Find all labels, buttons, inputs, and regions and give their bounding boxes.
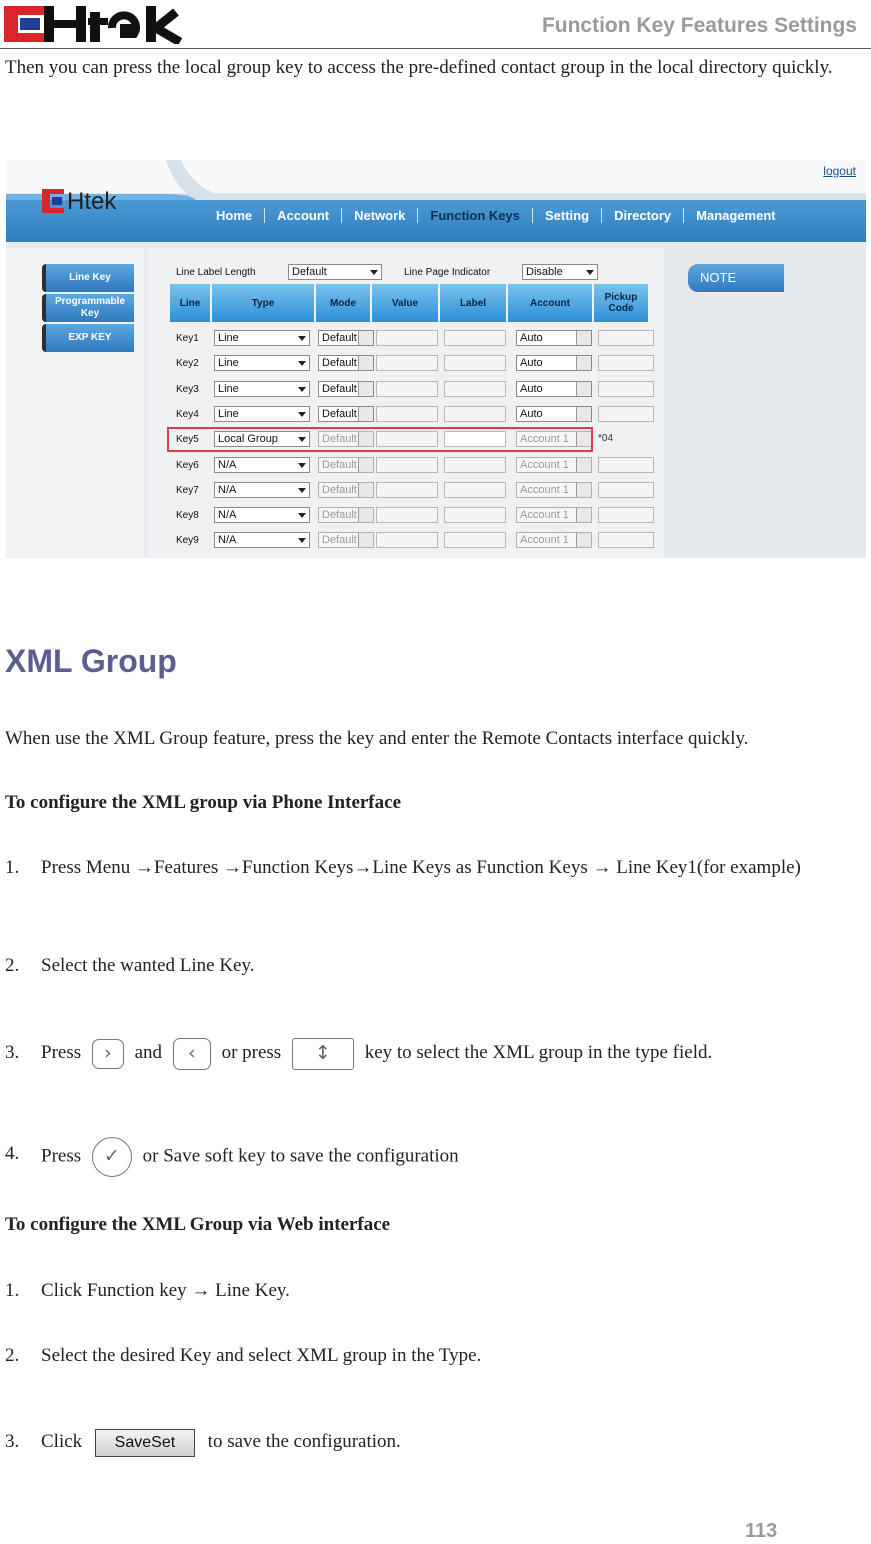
label-input[interactable] <box>444 355 506 371</box>
col-value: Value <box>372 284 438 322</box>
mode-select[interactable] <box>318 355 374 371</box>
mode-value: Default <box>322 382 357 395</box>
step-text: Select the wanted Line Key. <box>41 955 255 976</box>
line-label-length-value: Default <box>292 266 327 278</box>
line-label-length-label: Line Label Length <box>176 267 256 278</box>
step-number: 3. <box>5 1431 20 1452</box>
web-htek-logo <box>42 188 146 214</box>
mode-value: Default <box>322 509 357 522</box>
pickup-code-input[interactable] <box>598 406 654 422</box>
chevron-down-icon <box>358 458 373 472</box>
line-page-indicator-label: Line Page Indicator <box>404 267 491 278</box>
col-account: Account <box>508 284 592 322</box>
col-pickup-code: Pickup Code <box>594 284 648 322</box>
mode-select[interactable] <box>318 482 374 498</box>
account-select[interactable] <box>516 381 592 397</box>
step-number: 2. <box>5 1345 20 1366</box>
sidebar-exp-key[interactable]: EXP KEY <box>42 324 134 352</box>
chevron-down-icon <box>298 387 306 392</box>
chevron-down-icon <box>576 458 591 472</box>
chevron-down-icon <box>358 407 373 421</box>
pickup-code-input[interactable] <box>598 381 654 397</box>
col-line: Line <box>170 284 210 322</box>
type-value: N/A <box>218 458 237 471</box>
web-main-panel <box>148 248 664 558</box>
nav-function-keys[interactable]: Function Keys <box>418 208 533 223</box>
label-input[interactable] <box>444 406 506 422</box>
label-input[interactable] <box>444 507 506 523</box>
type-value: N/A <box>218 534 237 547</box>
account-select[interactable] <box>516 406 592 422</box>
right-arrow-key-icon: › <box>92 1039 124 1069</box>
key-label: Key4 <box>176 408 199 420</box>
step-rest: key to select the XML group in the type field. <box>364 1042 713 1063</box>
pickup-code-input[interactable] <box>598 507 654 523</box>
mode-select[interactable] <box>318 507 374 523</box>
line-page-indicator-select[interactable] <box>522 264 598 280</box>
nav-directory[interactable]: Directory <box>602 208 684 223</box>
type-value: N/A <box>218 483 237 496</box>
key-label: Key3 <box>176 383 199 395</box>
step-text: Select the desired Key and select XML group in the Type. <box>41 1345 482 1366</box>
mode-value: Default <box>322 458 357 471</box>
type-select[interactable] <box>214 355 310 371</box>
type-value: Line <box>218 407 239 420</box>
chevron-down-icon <box>298 463 306 468</box>
mode-value: Default <box>322 483 357 496</box>
line-page-indicator-value: Disable <box>526 266 563 278</box>
account-value: Account 1 <box>520 509 569 522</box>
pickup-code-input[interactable] <box>598 482 654 498</box>
chevron-down-icon <box>358 508 373 522</box>
htek-logo-graphic <box>4 4 194 44</box>
step-number: 2. <box>5 955 20 976</box>
nav-setting[interactable]: Setting <box>533 208 602 223</box>
value-input[interactable] <box>376 381 438 397</box>
click-word: Click <box>41 1431 83 1452</box>
intro-paragraph <box>5 51 865 84</box>
type-value: Line <box>218 332 239 344</box>
step-number: 4. <box>5 1143 20 1164</box>
pickup-code-value: *04 <box>598 433 614 445</box>
account-value: Auto <box>520 382 543 395</box>
label-input[interactable] <box>444 381 506 397</box>
page-number: 113 <box>745 1520 778 1542</box>
mode-select[interactable] <box>318 457 374 473</box>
account-select[interactable] <box>516 507 592 523</box>
type-select[interactable] <box>214 406 310 422</box>
label-input[interactable] <box>444 532 506 548</box>
type-value: Line <box>218 382 239 395</box>
header-divider <box>0 48 871 49</box>
press-word: Press <box>41 1042 82 1063</box>
step-rest: to save the configuration. <box>207 1431 401 1452</box>
account-select[interactable] <box>516 482 592 498</box>
and-word: and <box>134 1042 163 1063</box>
web-note-panel <box>670 248 866 558</box>
account-value: Account 1 <box>520 458 569 471</box>
account-value: Account 1 <box>520 433 569 446</box>
col-mode: Mode <box>316 284 370 322</box>
chevron-down-icon <box>576 407 591 421</box>
htek-logo <box>4 4 194 44</box>
chevron-down-icon <box>358 533 373 547</box>
key-label: Key8 <box>176 510 199 522</box>
type-select[interactable] <box>214 507 310 523</box>
value-input[interactable] <box>376 330 438 346</box>
type-select[interactable] <box>214 330 310 346</box>
col-label: Label <box>440 284 506 322</box>
chevron-down-icon <box>576 533 591 547</box>
section-intro: When use the XML Group feature, press the key and enter the Remote Contacts interface quickly. <box>5 728 749 749</box>
nav-management[interactable]: Management <box>696 208 776 223</box>
mode-value: Default <box>322 332 357 344</box>
chevron-down-icon <box>298 412 306 417</box>
mode-select[interactable] <box>318 532 374 548</box>
chevron-down-icon <box>586 270 594 275</box>
type-select[interactable] <box>214 457 310 473</box>
step-number: 1. <box>5 1280 20 1301</box>
step-text: Click Function key → Line Key. <box>41 1280 290 1301</box>
label-input[interactable] <box>444 330 506 346</box>
chevron-down-icon <box>358 483 373 497</box>
web-sidebar <box>6 248 144 558</box>
step-text <box>41 1425 865 1458</box>
key-label: Key7 <box>176 484 199 496</box>
phone-heading: To configure the XML group via Phone Interface <box>5 792 402 813</box>
account-value: Auto <box>520 407 543 420</box>
mode-select[interactable] <box>318 330 374 346</box>
account-select[interactable] <box>516 457 592 473</box>
nav-home[interactable]: Home <box>204 208 265 223</box>
chevron-down-icon <box>576 331 591 345</box>
chevron-down-icon <box>576 356 591 370</box>
chevron-down-icon <box>298 361 306 366</box>
navigation-key-icon: ↕ <box>292 1038 354 1070</box>
nav-network[interactable]: Network <box>342 208 418 223</box>
step-text: Press Menu →Features →Function Keys→Line Keys as Function Keys → Line Key1(for example) <box>41 857 801 878</box>
key-label: Key1 <box>176 333 199 344</box>
key-label: Key6 <box>176 459 199 471</box>
value-input[interactable] <box>376 406 438 422</box>
value-input[interactable] <box>376 532 438 548</box>
pickup-code-input[interactable] <box>598 355 654 371</box>
label-input[interactable] <box>444 457 506 473</box>
type-select[interactable] <box>214 381 310 397</box>
sidebar-programmable-key[interactable]: Programmable Key <box>42 294 134 322</box>
chevron-down-icon <box>370 270 378 275</box>
header-title: Function Key Features Settings <box>541 14 857 37</box>
pickup-code-input[interactable] <box>598 457 654 473</box>
press-word: Press <box>41 1145 82 1167</box>
account-value: Auto <box>520 332 543 344</box>
intro-text: Then you can press the local group key to access the pre-defined contact group in the local directory quickly. <box>5 57 833 78</box>
step-number: 3. <box>5 1042 20 1063</box>
chevron-down-icon <box>576 382 591 396</box>
web-nav-bar <box>6 160 866 242</box>
chevron-down-icon <box>358 356 373 370</box>
line-label-length-select[interactable] <box>288 264 382 280</box>
account-value: Auto <box>520 357 543 370</box>
step-text <box>41 1137 865 1177</box>
phone-step-1 <box>5 851 865 917</box>
col-type: Type <box>212 284 314 322</box>
saveset-button[interactable]: SaveSet <box>95 1429 195 1457</box>
nav-account[interactable]: Account <box>265 208 342 223</box>
account-select[interactable] <box>516 355 592 371</box>
type-value: Line <box>218 357 239 370</box>
or-press-words: or press <box>221 1042 282 1063</box>
value-input[interactable] <box>376 355 438 371</box>
left-arrow-key-icon: ‹ <box>173 1038 211 1070</box>
chevron-down-icon <box>576 483 591 497</box>
step-number: 1. <box>5 857 20 878</box>
step-text <box>41 1036 865 1070</box>
chevron-down-icon <box>358 331 373 345</box>
chevron-down-icon <box>298 513 306 518</box>
key-label: Key5 <box>176 434 199 446</box>
logout-link[interactable]: logout <box>823 164 856 178</box>
note-tab: NOTE <box>688 264 784 292</box>
value-input[interactable] <box>376 507 438 523</box>
chevron-down-icon <box>298 538 306 543</box>
account-value: Account 1 <box>520 483 569 496</box>
type-select[interactable] <box>214 482 310 498</box>
key-label: Key2 <box>176 358 199 370</box>
pickup-code-input[interactable] <box>598 532 654 548</box>
ok-key-icon: ✓ <box>92 1137 132 1177</box>
type-value: N/A <box>218 509 237 522</box>
section-title: XML Group <box>5 643 177 679</box>
web-nav-menu <box>204 208 788 223</box>
sidebar-line-key[interactable]: Line Key <box>42 264 134 292</box>
mode-select[interactable] <box>318 406 374 422</box>
web-ui-screenshot <box>6 160 866 558</box>
value-input[interactable] <box>376 457 438 473</box>
chevron-down-icon <box>298 488 306 493</box>
account-select[interactable] <box>516 330 592 346</box>
label-input[interactable] <box>444 482 506 498</box>
account-select[interactable] <box>516 532 592 548</box>
svg-text:Htek: Htek <box>67 188 117 214</box>
account-value: Account 1 <box>520 534 569 547</box>
highlight-box <box>167 427 593 452</box>
type-value: Local Group <box>218 433 278 446</box>
chevron-down-icon <box>358 382 373 396</box>
step-rest: or Save soft key to save the configuration <box>142 1145 459 1167</box>
value-input[interactable] <box>376 482 438 498</box>
chevron-down-icon <box>576 508 591 522</box>
mode-select[interactable] <box>318 381 374 397</box>
web-heading: To configure the XML Group via Web interface <box>5 1214 391 1235</box>
mode-value: Default <box>322 407 357 420</box>
pickup-code-input[interactable] <box>598 330 654 346</box>
chevron-down-icon <box>298 336 306 341</box>
mode-value: Default <box>322 433 357 446</box>
type-select[interactable] <box>214 532 310 548</box>
key-label: Key9 <box>176 535 199 547</box>
mode-value: Default <box>322 534 357 547</box>
mode-value: Default <box>322 357 357 370</box>
